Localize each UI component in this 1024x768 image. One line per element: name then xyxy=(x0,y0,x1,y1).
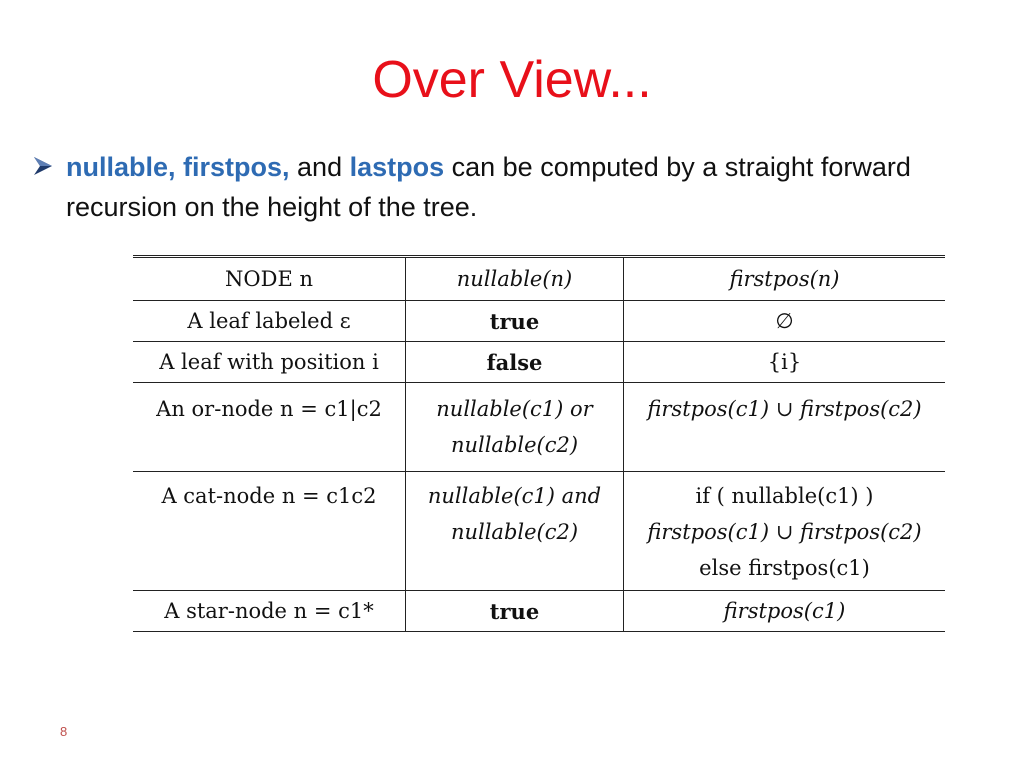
node-cell: A star-node n = c1* xyxy=(133,591,406,632)
table-header-row xyxy=(133,257,945,301)
node-text: An or-node n = c1|c2 xyxy=(156,397,382,421)
nullable-cell xyxy=(406,472,624,591)
table-row xyxy=(133,342,945,383)
firstpos-line: else firstpos(c1) xyxy=(699,556,870,580)
nullable-cell: true xyxy=(406,301,624,342)
keyword-nullable-firstpos: nullable, firstpos, xyxy=(66,152,290,182)
firstpos-cell: {i} xyxy=(624,342,946,383)
nullable-line: nullable(c1) or xyxy=(436,397,593,421)
bullet-text-part: can be computed by a straight forward recursion on the height of the tree. xyxy=(66,152,911,222)
node-cell: A leaf with position i xyxy=(133,342,406,383)
header-firstpos xyxy=(624,257,946,301)
rules-table xyxy=(133,255,945,623)
header-node-label: NODE n xyxy=(225,267,313,291)
nullable-cell xyxy=(406,383,624,472)
nullable-line: nullable(c2) xyxy=(450,520,579,544)
firstpos-cell: firstpos(c1) xyxy=(624,591,946,632)
slide-title: Over View... xyxy=(372,51,652,109)
firstpos-cell: ∅ xyxy=(624,301,946,342)
firstpos-line: if ( nullable(c1) ) xyxy=(695,484,874,508)
bullet-paragraph xyxy=(30,147,960,227)
bullet-text-part: and xyxy=(289,152,350,182)
arrowhead-bullet-icon xyxy=(30,149,56,183)
table-row xyxy=(133,472,945,591)
node-cell: A leaf labeled ε xyxy=(133,301,406,342)
nullable-cell: true xyxy=(406,591,624,632)
firstpos-cell xyxy=(624,383,946,472)
firstpos-line: firstpos(c1) ∪ firstpos(c2) xyxy=(647,520,922,544)
keyword-lastpos: lastpos xyxy=(349,152,445,182)
table-row xyxy=(133,591,945,632)
nullable-line: nullable(c2) xyxy=(450,433,579,457)
header-nullable-label: nullable(n) xyxy=(456,267,573,291)
firstpos-line: firstpos(c1) ∪ firstpos(c2) xyxy=(647,397,922,421)
header-firstpos-label: firstpos(n) xyxy=(729,267,840,291)
table-row xyxy=(133,301,945,342)
firstpos-cell xyxy=(624,472,946,591)
node-cell xyxy=(133,472,406,591)
header-nullable xyxy=(406,257,624,301)
table-row xyxy=(133,383,945,472)
bullet-text xyxy=(66,147,960,227)
header-node xyxy=(133,257,406,301)
page-number: 8 xyxy=(60,724,68,739)
node-cell xyxy=(133,383,406,472)
nullable-cell: false xyxy=(406,342,624,383)
node-text: A cat-node n = c1c2 xyxy=(161,484,377,508)
nullable-line: nullable(c1) and xyxy=(427,484,602,508)
